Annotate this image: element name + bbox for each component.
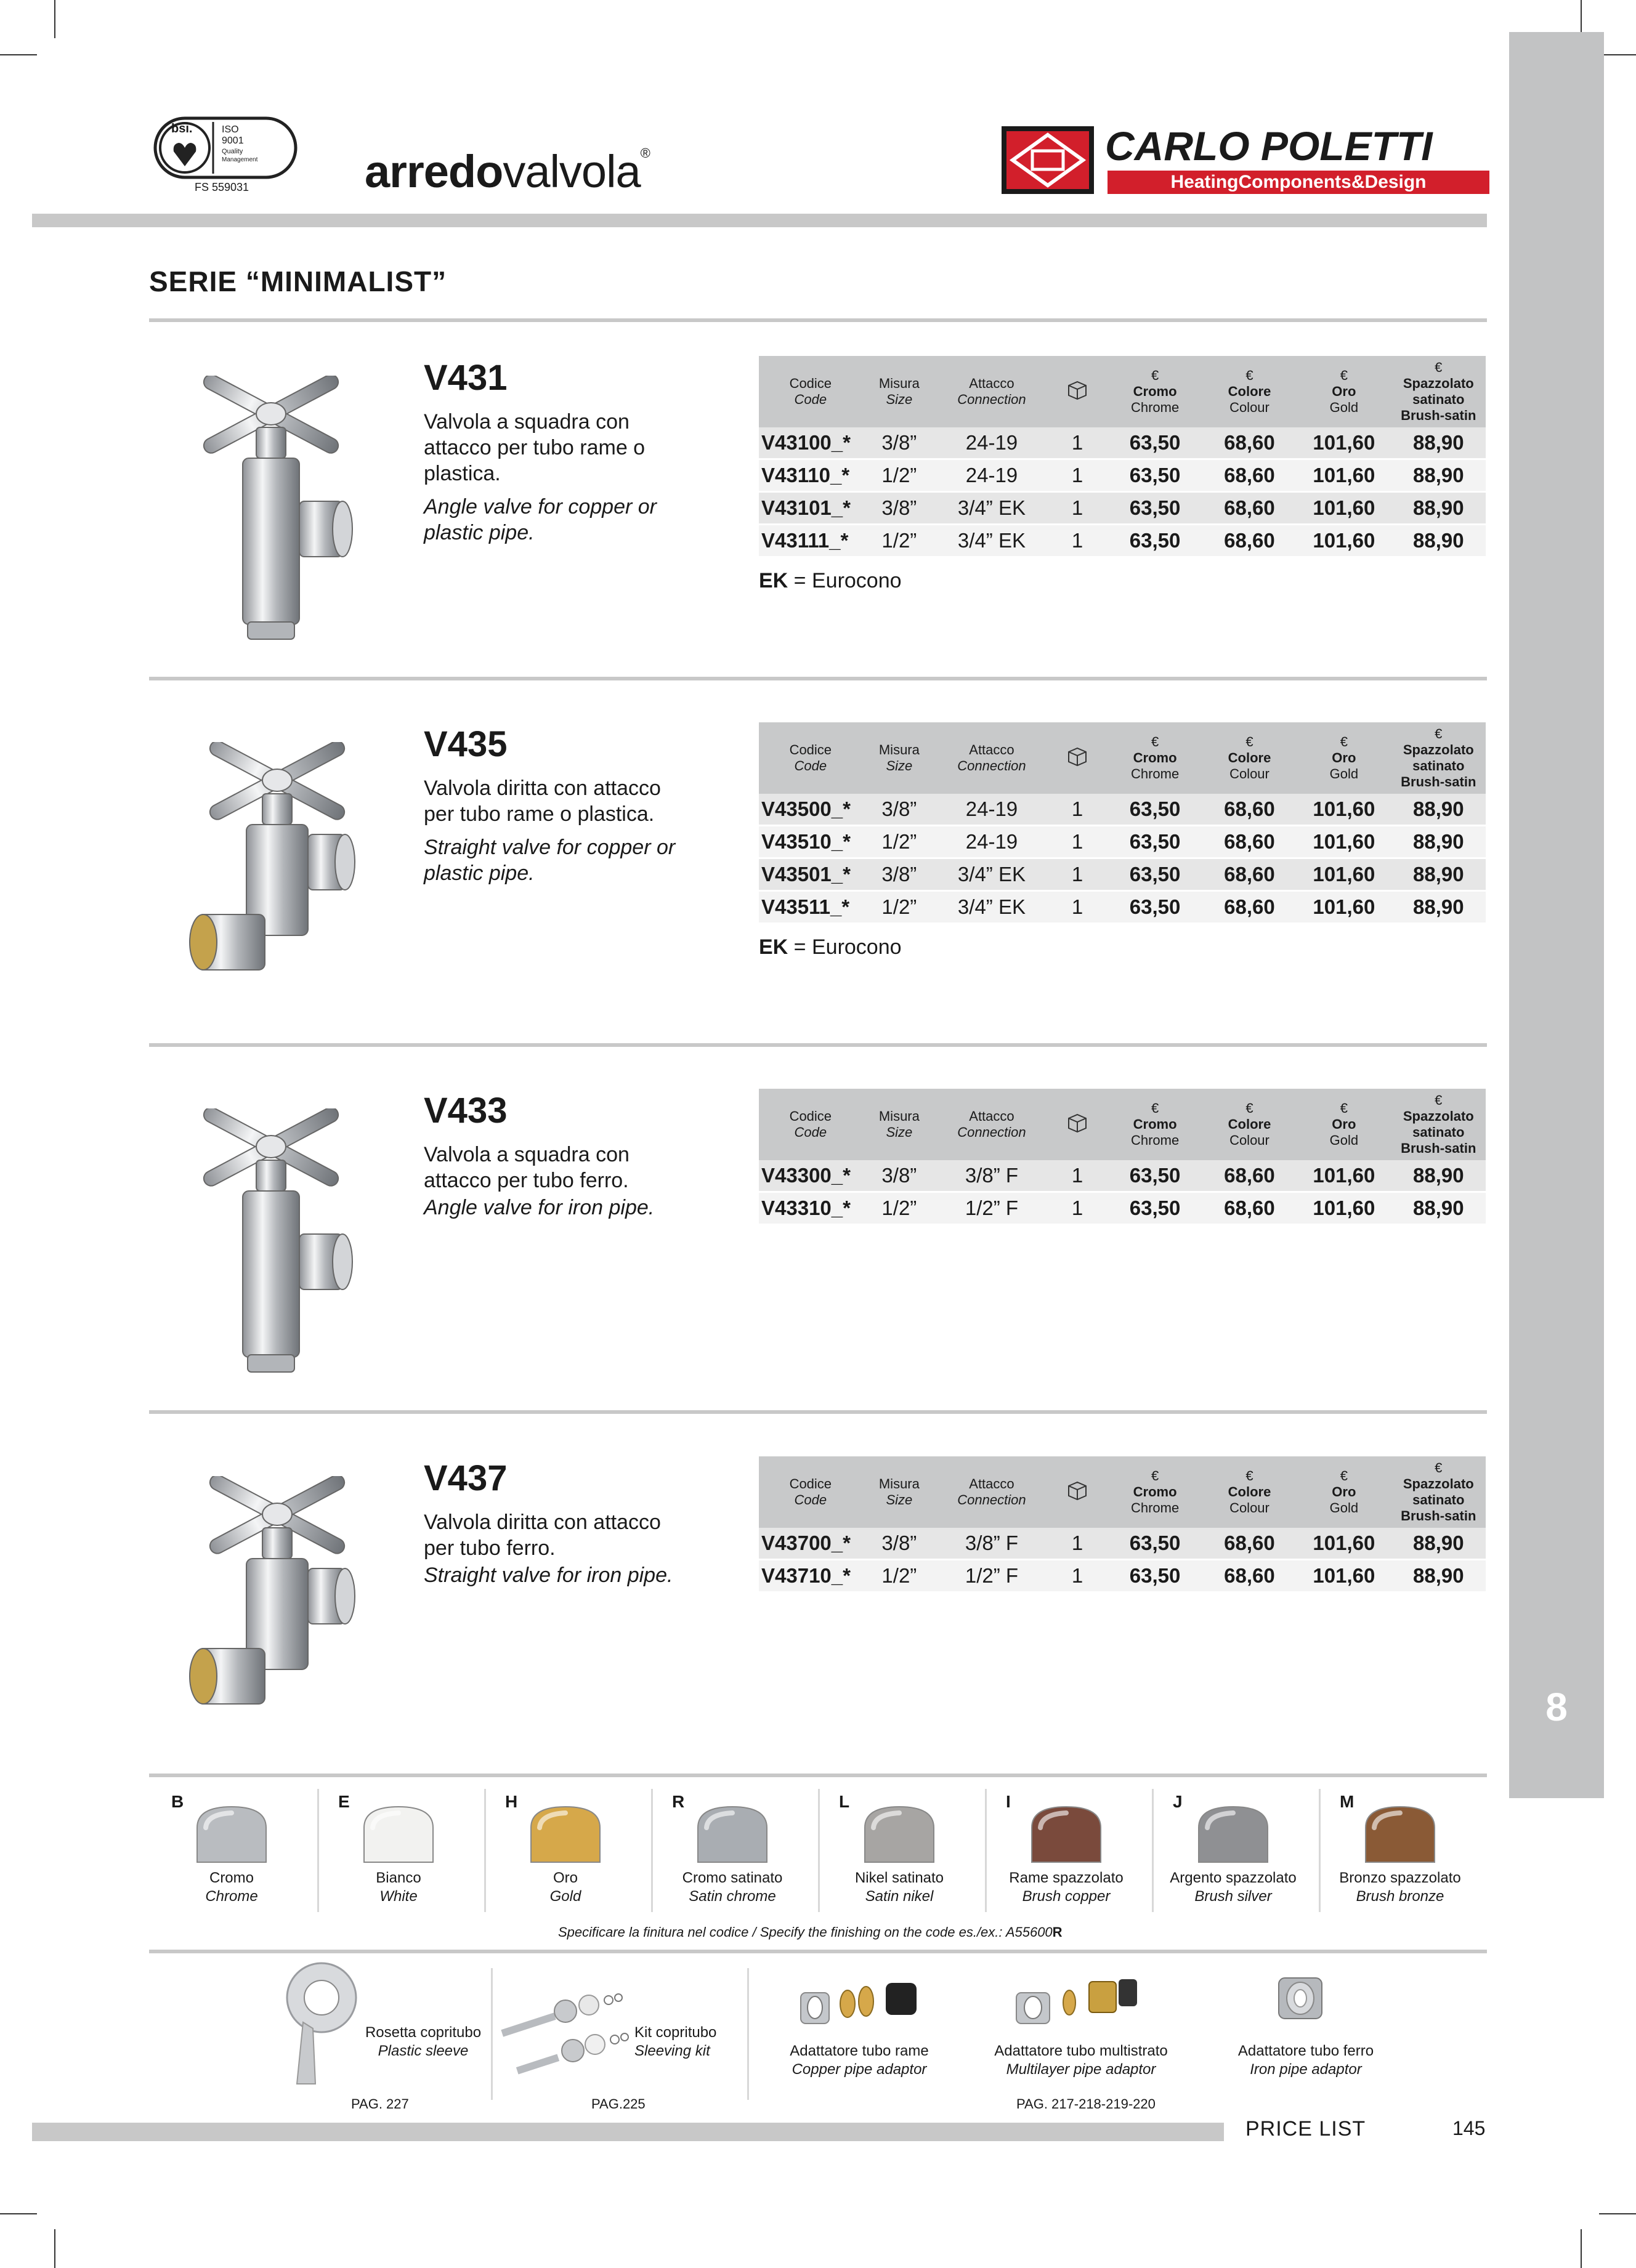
finish-cap-image: [1028, 1803, 1104, 1865]
table-cell: 63,50: [1108, 459, 1202, 492]
valve-image: [179, 742, 388, 1013]
table-cell: 63,50: [1108, 1560, 1202, 1592]
finish-divider: [985, 1789, 987, 1912]
cert-management: Management: [222, 156, 258, 163]
finish-name-it: Cromo: [209, 1870, 254, 1886]
cert-brand: bsi.: [171, 122, 193, 135]
accessory-it: Adattatore tubo multistrato: [994, 2043, 1168, 2059]
finish-cap-image: [527, 1803, 604, 1865]
col-chrome: € Cromo Chrome: [1108, 722, 1202, 794]
col-connection: Attacco Connection: [936, 722, 1047, 794]
crop-mark: [1599, 2213, 1636, 2214]
table-cell: 88,90: [1391, 1528, 1486, 1560]
table-cell: 63,50: [1108, 1192, 1202, 1225]
accessory-it: Adattatore tubo rame: [790, 2043, 929, 2059]
table-cell: 3/8” F: [936, 1160, 1047, 1192]
table-cell: 101,60: [1297, 794, 1391, 826]
accessory-en: Iron pipe adaptor: [1250, 2061, 1362, 2078]
accessory-divider: [491, 1968, 493, 2100]
series-title: SERIE “MINIMALIST”: [149, 265, 447, 297]
price-table: [759, 356, 1486, 558]
col-gold: € Oro Gold: [1297, 1456, 1391, 1528]
table-header: [759, 1456, 1486, 1528]
col-size: Misura Size: [862, 356, 937, 427]
col-connection: Attacco Connection: [936, 1456, 1047, 1528]
table-cell: 3/4” EK: [936, 525, 1047, 557]
table-cell: 68,60: [1202, 525, 1297, 557]
finish-name-en: Chrome: [205, 1888, 258, 1905]
finish-note-code: R: [1052, 1924, 1063, 1940]
table-cell: 24-19: [936, 459, 1047, 492]
company-name: CARLO POLETTI: [1105, 123, 1433, 169]
table-cell: 88,90: [1391, 492, 1486, 525]
page-number: 145: [1452, 2117, 1486, 2139]
finish-name: [485, 1869, 646, 1906]
col-connection: Attacco Connection: [936, 356, 1047, 427]
table-row: [759, 1192, 1486, 1225]
finish-letter: E: [338, 1792, 350, 1811]
crop-mark: [0, 2213, 37, 2214]
table-cell: 68,60: [1202, 1528, 1297, 1560]
package-icon: [1047, 1089, 1108, 1160]
page-ref-kit: PAG.225: [591, 2096, 646, 2112]
table-cell: 3/8”: [862, 858, 937, 891]
finish-cap-image: [694, 1803, 771, 1865]
table-cell: 3/8”: [862, 427, 937, 459]
table-cell: 88,90: [1391, 891, 1486, 924]
carlo-poletti-logo: [1002, 123, 1488, 194]
table-cell: V43110_*: [759, 459, 862, 492]
finish-letter: H: [505, 1792, 518, 1811]
finish-cap-image: [1195, 1803, 1271, 1865]
finish-letter: M: [1340, 1792, 1355, 1811]
footer-label: PRICE LIST: [1245, 2117, 1366, 2141]
finish-cap-image: [1362, 1803, 1438, 1865]
finish-cap-image: [360, 1803, 437, 1865]
table-cell: 1/2”: [862, 459, 937, 492]
col-brush: € Spazzolato satinato Brush-satin: [1391, 356, 1486, 427]
table-cell: 88,90: [1391, 459, 1486, 492]
col-code: Codice Code: [759, 356, 862, 427]
finish-divider: [317, 1789, 319, 1912]
eurocono-note: [759, 569, 902, 593]
table-cell: 1/2”: [862, 891, 937, 924]
col-brush: € Spazzolato satinato Brush-satin: [1391, 1456, 1486, 1528]
table-cell: 68,60: [1202, 794, 1297, 826]
page-ref-adaptors: PAG. 217-218-219-220: [1016, 2096, 1156, 2112]
table-cell: 63,50: [1108, 1528, 1202, 1560]
finish-name: [986, 1869, 1146, 1906]
price-table: [759, 722, 1486, 924]
accessory-divider: [747, 1968, 749, 2100]
table-cell: 63,50: [1108, 794, 1202, 826]
table-cell: 1/2” F: [936, 1560, 1047, 1592]
table-cell: 3/4” EK: [936, 891, 1047, 924]
table-cell: 68,60: [1202, 492, 1297, 525]
table-cell: 3/4” EK: [936, 492, 1047, 525]
finish-note: [558, 1924, 1063, 1940]
table-cell: 101,60: [1297, 492, 1391, 525]
description-it: Valvola diritta con attacco per tubo rame o plastica.: [424, 777, 661, 826]
table-cell: 68,60: [1202, 891, 1297, 924]
finish-name-en: Gold: [549, 1888, 581, 1905]
description-en: Angle valve for copper or plastic pipe.: [424, 495, 657, 544]
finish-letter: L: [839, 1792, 850, 1811]
section-rule: [149, 1410, 1487, 1414]
finish-name-it: Rame spazzolato: [1009, 1870, 1124, 1886]
table-cell: 1: [1047, 525, 1108, 557]
model-number: V435: [424, 724, 508, 764]
accessory-sleeving-kit: [634, 2024, 721, 2060]
multilayer-adaptor-image: [1010, 1968, 1152, 2036]
col-colour: € Colore Colour: [1202, 1456, 1297, 1528]
finish-name-en: Satin chrome: [689, 1888, 776, 1905]
table-cell: 101,60: [1297, 459, 1391, 492]
model-number: V431: [424, 358, 508, 398]
description-en: Straight valve for iron pipe.: [424, 1564, 673, 1587]
col-brush: € Spazzolato satinato Brush-satin: [1391, 1089, 1486, 1160]
cert-iso: ISO: [222, 124, 239, 135]
footer-bar: [32, 2123, 1224, 2141]
table-cell: 63,50: [1108, 891, 1202, 924]
table-cell: 101,60: [1297, 858, 1391, 891]
col-size: Misura Size: [862, 1089, 937, 1160]
table-cell: 101,60: [1297, 525, 1391, 557]
table-cell: 3/8”: [862, 1528, 937, 1560]
table-cell: 1/2”: [862, 1560, 937, 1592]
description-it: Valvola a squadra con attacco per tubo ferro.: [424, 1143, 630, 1192]
table-cell: 1: [1047, 492, 1108, 525]
finish-divider: [651, 1789, 653, 1912]
accessory-it: Rosetta copritubo: [365, 2024, 482, 2041]
table-cell: 63,50: [1108, 858, 1202, 891]
col-code: Codice Code: [759, 1089, 862, 1160]
crop-mark: [0, 54, 37, 55]
table-cell: 101,60: [1297, 1528, 1391, 1560]
section-rule: [149, 1043, 1487, 1047]
table-cell: 63,50: [1108, 525, 1202, 557]
finish-cap-image: [861, 1803, 937, 1865]
table-cell: 1: [1047, 858, 1108, 891]
finish-name: [1153, 1869, 1313, 1906]
package-icon: [1047, 1456, 1108, 1528]
table-cell: 68,60: [1202, 826, 1297, 858]
table-cell: V43101_*: [759, 492, 862, 525]
finish-name-en: Brush silver: [1194, 1888, 1272, 1905]
table-cell: 68,60: [1202, 1192, 1297, 1225]
table-cell: 101,60: [1297, 826, 1391, 858]
finish-cap-image: [193, 1803, 270, 1865]
section-rule: [149, 677, 1487, 680]
table-cell: V43500_*: [759, 794, 862, 826]
valve-image: [179, 1476, 388, 1747]
table-cell: 101,60: [1297, 1160, 1391, 1192]
package-icon: [1047, 722, 1108, 794]
table-row: [759, 427, 1486, 459]
brand-registered: ®: [640, 145, 650, 161]
table-row: [759, 525, 1486, 557]
note-text: = Eurocono: [788, 569, 902, 592]
finishes-top-rule: [149, 1774, 1487, 1777]
table-cell: 3/8”: [862, 492, 937, 525]
description-en: Angle valve for iron pipe.: [424, 1196, 655, 1219]
table-cell: 88,90: [1391, 525, 1486, 557]
table-cell: 1: [1047, 1560, 1108, 1592]
finish-divider: [484, 1789, 486, 1912]
table-cell: V43111_*: [759, 525, 862, 557]
table-cell: 1: [1047, 891, 1108, 924]
col-chrome: € Cromo Chrome: [1108, 1456, 1202, 1528]
accessory-multilayer-adaptor: [986, 2042, 1176, 2079]
table-row: [759, 492, 1486, 525]
accessory-en: Copper pipe adaptor: [792, 2061, 927, 2078]
col-connection: Attacco Connection: [936, 1089, 1047, 1160]
table-cell: 88,90: [1391, 794, 1486, 826]
crop-mark: [54, 2229, 55, 2268]
finish-name: [652, 1869, 812, 1906]
col-size: Misura Size: [862, 722, 937, 794]
finish-name: [318, 1869, 479, 1906]
finish-note-text: Specificare la finitura nel codice / Specify the finishing on the code es./ex.: A55600: [558, 1924, 1053, 1940]
title-rule: [149, 318, 1487, 322]
table-cell: 63,50: [1108, 427, 1202, 459]
table-cell: 1/2”: [862, 525, 937, 557]
cert-number: FS 559031: [195, 181, 249, 193]
table-cell: 88,90: [1391, 427, 1486, 459]
finish-name-en: Satin nikel: [865, 1888, 934, 1905]
table-cell: 88,90: [1391, 826, 1486, 858]
note-text: = Eurocono: [788, 935, 902, 959]
table-cell: V43300_*: [759, 1160, 862, 1192]
price-table: [759, 1456, 1486, 1593]
table-cell: V43310_*: [759, 1192, 862, 1225]
finish-name-it: Nikel satinato: [854, 1870, 944, 1886]
table-cell: 68,60: [1202, 1560, 1297, 1592]
table-cell: 63,50: [1108, 1160, 1202, 1192]
table-row: [759, 1160, 1486, 1192]
table-cell: 1: [1047, 794, 1108, 826]
finish-divider: [1319, 1789, 1321, 1912]
iron-adaptor-image: [1269, 1968, 1343, 2030]
col-code: Codice Code: [759, 1456, 862, 1528]
table-header: [759, 356, 1486, 427]
table-header: [759, 1089, 1486, 1160]
sleeving-kit-image: [498, 1968, 639, 2085]
finish-name-it: Cromo satinato: [682, 1870, 783, 1886]
package-icon: [1047, 356, 1108, 427]
crop-mark: [1599, 54, 1636, 55]
finish-divider: [1152, 1789, 1154, 1912]
rosetta-image: [278, 1961, 358, 2090]
table-cell: 63,50: [1108, 826, 1202, 858]
table-cell: 1: [1047, 1528, 1108, 1560]
note-abbr: EK: [759, 569, 788, 592]
section-side-tab: [1509, 32, 1604, 1798]
description-en: Straight valve for copper or plastic pipe.: [424, 836, 676, 885]
col-chrome: € Cromo Chrome: [1108, 1089, 1202, 1160]
table-cell: V43700_*: [759, 1528, 862, 1560]
accessory-en: Multilayer pipe adaptor: [1006, 2061, 1156, 2078]
table-cell: 101,60: [1297, 1192, 1391, 1225]
description-it: Valvola a squadra con attacco per tubo rame o plastica.: [424, 410, 646, 485]
finish-divider: [818, 1789, 820, 1912]
table-cell: 3/4” EK: [936, 858, 1047, 891]
table-cell: 101,60: [1297, 891, 1391, 924]
table-header: [759, 722, 1486, 794]
table-cell: 3/8”: [862, 1160, 937, 1192]
table-cell: 24-19: [936, 826, 1047, 858]
col-colour: € Colore Colour: [1202, 1089, 1297, 1160]
finish-name-it: Bianco: [376, 1870, 421, 1886]
note-abbr: EK: [759, 935, 788, 959]
table-cell: V43100_*: [759, 427, 862, 459]
description-it: Valvola diritta con attacco per tubo ferro.: [424, 1511, 661, 1560]
table-cell: 1/2”: [862, 1192, 937, 1225]
finish-name-en: Brush copper: [1022, 1888, 1111, 1905]
table-cell: 3/8” F: [936, 1528, 1047, 1560]
valve-image: [179, 1108, 388, 1379]
table-cell: 3/8”: [862, 794, 937, 826]
accessories-top-rule: [149, 1950, 1487, 1953]
accessory-copper-adaptor: [770, 2042, 949, 2079]
finish-letter: B: [171, 1792, 184, 1811]
col-brush: € Spazzolato satinato Brush-satin: [1391, 722, 1486, 794]
table-row: [759, 826, 1486, 858]
finish-name: [819, 1869, 979, 1906]
finish-name: [1320, 1869, 1480, 1906]
table-cell: 1: [1047, 459, 1108, 492]
col-colour: € Colore Colour: [1202, 722, 1297, 794]
table-cell: 1/2” F: [936, 1192, 1047, 1225]
table-cell: 1: [1047, 826, 1108, 858]
col-size: Misura Size: [862, 1456, 937, 1528]
accessory-it: Kit copritubo: [634, 2024, 717, 2041]
table-row: [759, 858, 1486, 891]
page-ref-rosetta: PAG. 227: [351, 2096, 409, 2112]
table-cell: 101,60: [1297, 1560, 1391, 1592]
table-cell: V43710_*: [759, 1560, 862, 1592]
table-cell: V43511_*: [759, 891, 862, 924]
table-cell: 63,50: [1108, 492, 1202, 525]
col-colour: € Colore Colour: [1202, 356, 1297, 427]
header-rule: [32, 214, 1487, 227]
eurocono-note: [759, 935, 902, 959]
copper-adaptor-image: [795, 1971, 930, 2038]
table-cell: 68,60: [1202, 858, 1297, 891]
table-cell: 24-19: [936, 427, 1047, 459]
cert-9001: 9001: [222, 135, 244, 146]
table-row: [759, 891, 1486, 924]
finish-name-it: Oro: [553, 1870, 578, 1886]
price-table: [759, 1089, 1486, 1225]
table-row: [759, 794, 1486, 826]
table-cell: 68,60: [1202, 459, 1297, 492]
valve-image: [179, 376, 388, 647]
model-number: V437: [424, 1458, 508, 1498]
col-gold: € Oro Gold: [1297, 1089, 1391, 1160]
table-cell: V43501_*: [759, 858, 862, 891]
table-cell: 88,90: [1391, 1160, 1486, 1192]
table-cell: 101,60: [1297, 427, 1391, 459]
company-tagline: HeatingComponents&Design: [1108, 171, 1489, 194]
model-number: V433: [424, 1091, 508, 1131]
finish-name-it: Bronzo spazzolato: [1339, 1870, 1461, 1886]
poletti-emblem-icon: [1002, 126, 1094, 194]
col-gold: € Oro Gold: [1297, 356, 1391, 427]
finish-name-it: Argento spazzolato: [1170, 1870, 1297, 1886]
col-gold: € Oro Gold: [1297, 722, 1391, 794]
arredovalvola-logo: [365, 145, 650, 198]
accessory-it: Adattatore tubo ferro: [1237, 2043, 1374, 2059]
accessory-en: Sleeving kit: [634, 2043, 710, 2059]
col-code: Codice Code: [759, 722, 862, 794]
brand-light: valvola: [503, 146, 641, 197]
col-chrome: € Cromo Chrome: [1108, 356, 1202, 427]
finish-name: [152, 1869, 312, 1906]
table-cell: 68,60: [1202, 1160, 1297, 1192]
crop-mark: [1581, 2229, 1582, 2268]
accessory-en: Plastic sleeve: [378, 2043, 469, 2059]
table-cell: 68,60: [1202, 427, 1297, 459]
section-number: 8: [1545, 1685, 1568, 1729]
table-cell: 1/2”: [862, 826, 937, 858]
finish-letter: J: [1173, 1792, 1183, 1811]
crop-mark: [54, 0, 55, 38]
table-cell: 1: [1047, 427, 1108, 459]
table-cell: 88,90: [1391, 858, 1486, 891]
finish-letter: R: [672, 1792, 685, 1811]
finish-letter: I: [1006, 1792, 1011, 1811]
accessory-iron-adaptor: [1226, 2042, 1386, 2079]
finish-name-en: Brush bronze: [1356, 1888, 1444, 1905]
finish-name-en: White: [379, 1888, 418, 1905]
table-cell: V43510_*: [759, 826, 862, 858]
accessory-plastic-sleeve: [365, 2024, 482, 2060]
table-cell: 1: [1047, 1160, 1108, 1192]
table-cell: 24-19: [936, 794, 1047, 826]
table-row: [759, 1560, 1486, 1592]
table-row: [759, 1528, 1486, 1560]
cert-quality: Quality: [222, 148, 243, 155]
table-cell: 1: [1047, 1192, 1108, 1225]
table-cell: 88,90: [1391, 1560, 1486, 1592]
brand-bold: arredo: [365, 146, 503, 197]
table-row: [759, 459, 1486, 492]
iso-cert-logo: [153, 116, 298, 180]
table-cell: 88,90: [1391, 1192, 1486, 1225]
